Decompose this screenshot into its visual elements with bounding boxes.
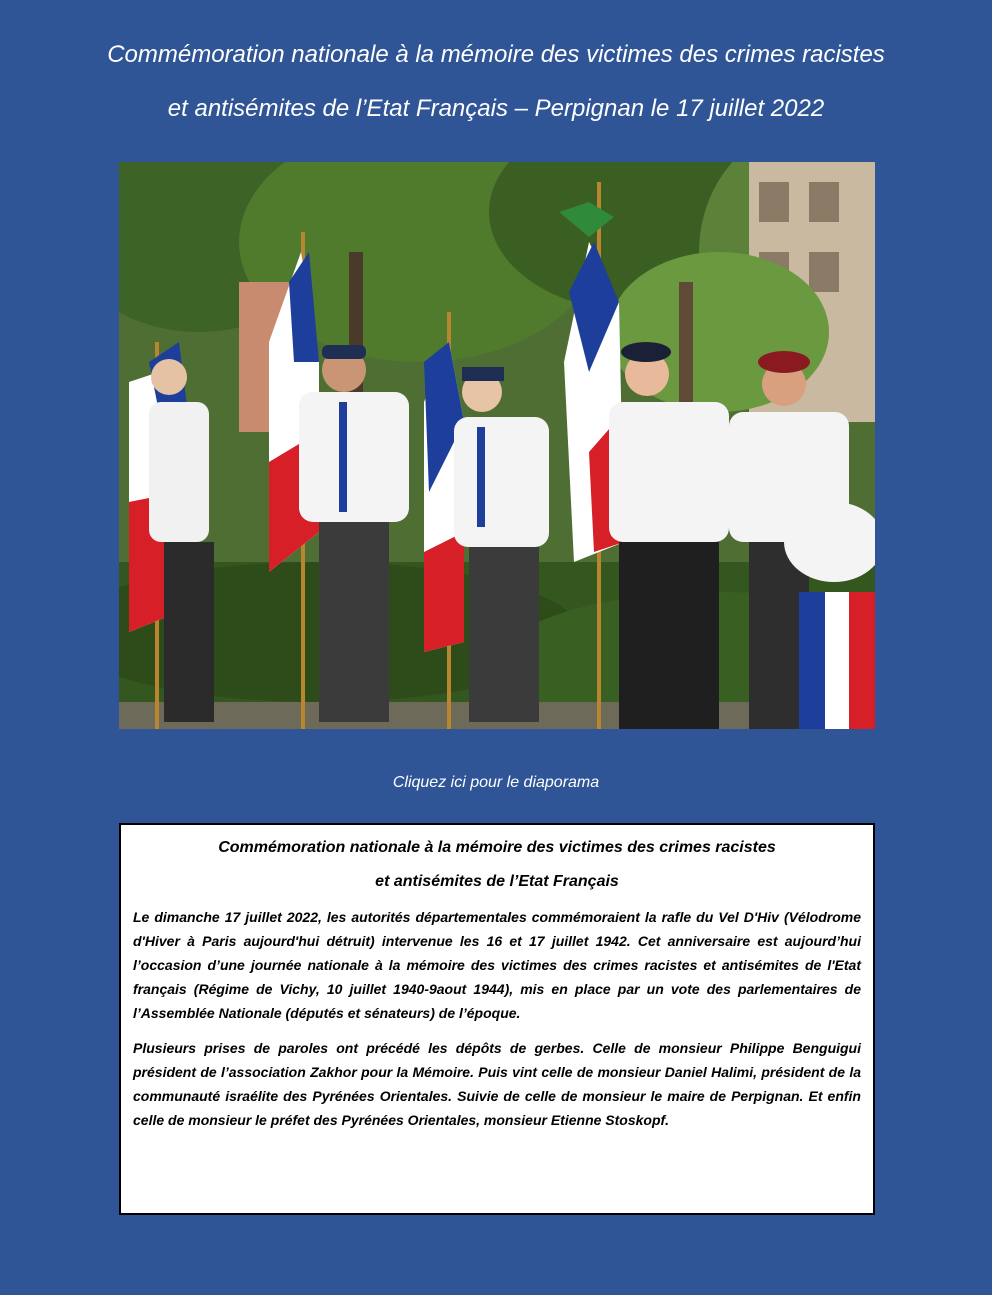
article-heading-line-1: Commémoration nationale à la mémoire des victimes des crimes racistes (218, 839, 776, 856)
article-heading-line-2: et antisémites de l’Etat Français (375, 873, 619, 890)
page-title-line-2: et antisémites de l’Etat Français – Perpignan le 17 juillet 2022 (167, 95, 825, 122)
page-title-line-1: Commémoration nationale à la mémoire des victimes des crimes racistes (107, 41, 885, 68)
article-heading (133, 831, 861, 899)
ceremony-photo[interactable] (119, 162, 875, 729)
slideshow-link[interactable]: Cliquez ici pour le diaporama (392, 774, 600, 791)
article-paragraph-2: Plusieurs prises de paroles ont précédé les dépôts de gerbes. Celle de monsieur Philippe Benguigui président de l’association Zakhor pour la Mémoire. Puis vint celle de monsieur Daniel Halimi, président de la communauté israélite des Pyrénées Orientales. Suivie de celle de monsieur le maire de Perpignan. Et enfin celle de monsieur le préfet des Pyrénées Orientales, monsieur Etienne Stoskopf. (133, 1040, 861, 1128)
article-box (119, 823, 875, 1215)
page-title (0, 28, 992, 136)
article-paragraph-1: Le dimanche 17 juillet 2022, les autorités départementales commémoraient la rafle du Vel D'Hiv (Vélodrome d'Hiver à Paris aujourd'hui détruit) intervenue les 16 et 17 juillet 1942. Cet anniversaire est aujourd’hui l’occasion d’une journée nationale à la mémoire des victimes des crimes racistes et antisémites de l'Etat français (Régime de Vichy, 10 juillet 1940-9aout 1944), mis en place par un vote des parlementaires de l’Assemblée Nationale (députés et sénateurs) de l’époque. (133, 909, 861, 1021)
